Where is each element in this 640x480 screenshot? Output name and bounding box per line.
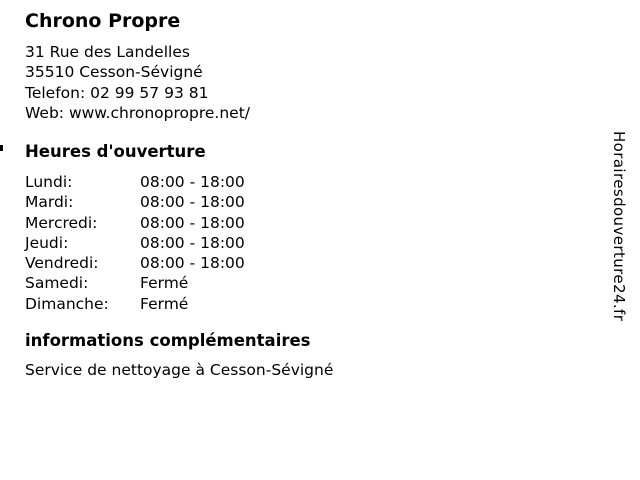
hours-row-sunday	[25, 294, 245, 314]
hours-row-wednesday	[25, 213, 245, 233]
address-city: 35510 Cesson-Sévigné	[25, 63, 203, 82]
website-line: Web: www.chronopropre.net/	[25, 103, 250, 122]
hours-value: 08:00 - 18:00	[140, 173, 245, 191]
page-title: Chrono Propre	[25, 10, 181, 32]
hours-value: 08:00 - 18:00	[140, 213, 245, 232]
opening-hours-heading: Heures d'ouverture	[25, 142, 206, 161]
hours-row-saturday	[25, 273, 245, 293]
hours-value: 08:00 - 18:00	[140, 193, 245, 212]
hours-row-friday	[25, 253, 245, 273]
opening-hours-table	[25, 172, 245, 314]
day-label: Jeudi:	[25, 233, 69, 252]
additional-info-heading: informations complémentaires	[25, 331, 311, 350]
contact-block	[25, 42, 250, 123]
day-label: Vendredi:	[25, 254, 99, 273]
left-edge-mark	[0, 145, 3, 151]
day-label: Mardi:	[25, 193, 74, 212]
hours-value: 08:00 - 18:00	[140, 233, 245, 252]
phone-line: Telefon: 02 99 57 93 81	[25, 83, 209, 102]
day-label: Mercredi:	[25, 213, 98, 232]
day-label: Lundi:	[25, 173, 73, 191]
day-label: Dimanche:	[25, 294, 109, 313]
address-street: 31 Rue des Landelles	[25, 43, 190, 61]
site-watermark: Horairesdouverture24.fr	[610, 131, 628, 322]
hours-row-monday	[25, 172, 245, 192]
additional-info-text: Service de nettoyage à Cesson-Sévigné	[25, 361, 334, 379]
hours-value: 08:00 - 18:00	[140, 254, 245, 273]
hours-row-thursday	[25, 233, 245, 253]
hours-value: Fermé	[140, 274, 189, 293]
hours-row-tuesday	[25, 192, 245, 212]
day-label: Samedi:	[25, 274, 89, 293]
hours-value: Fermé	[140, 294, 189, 313]
